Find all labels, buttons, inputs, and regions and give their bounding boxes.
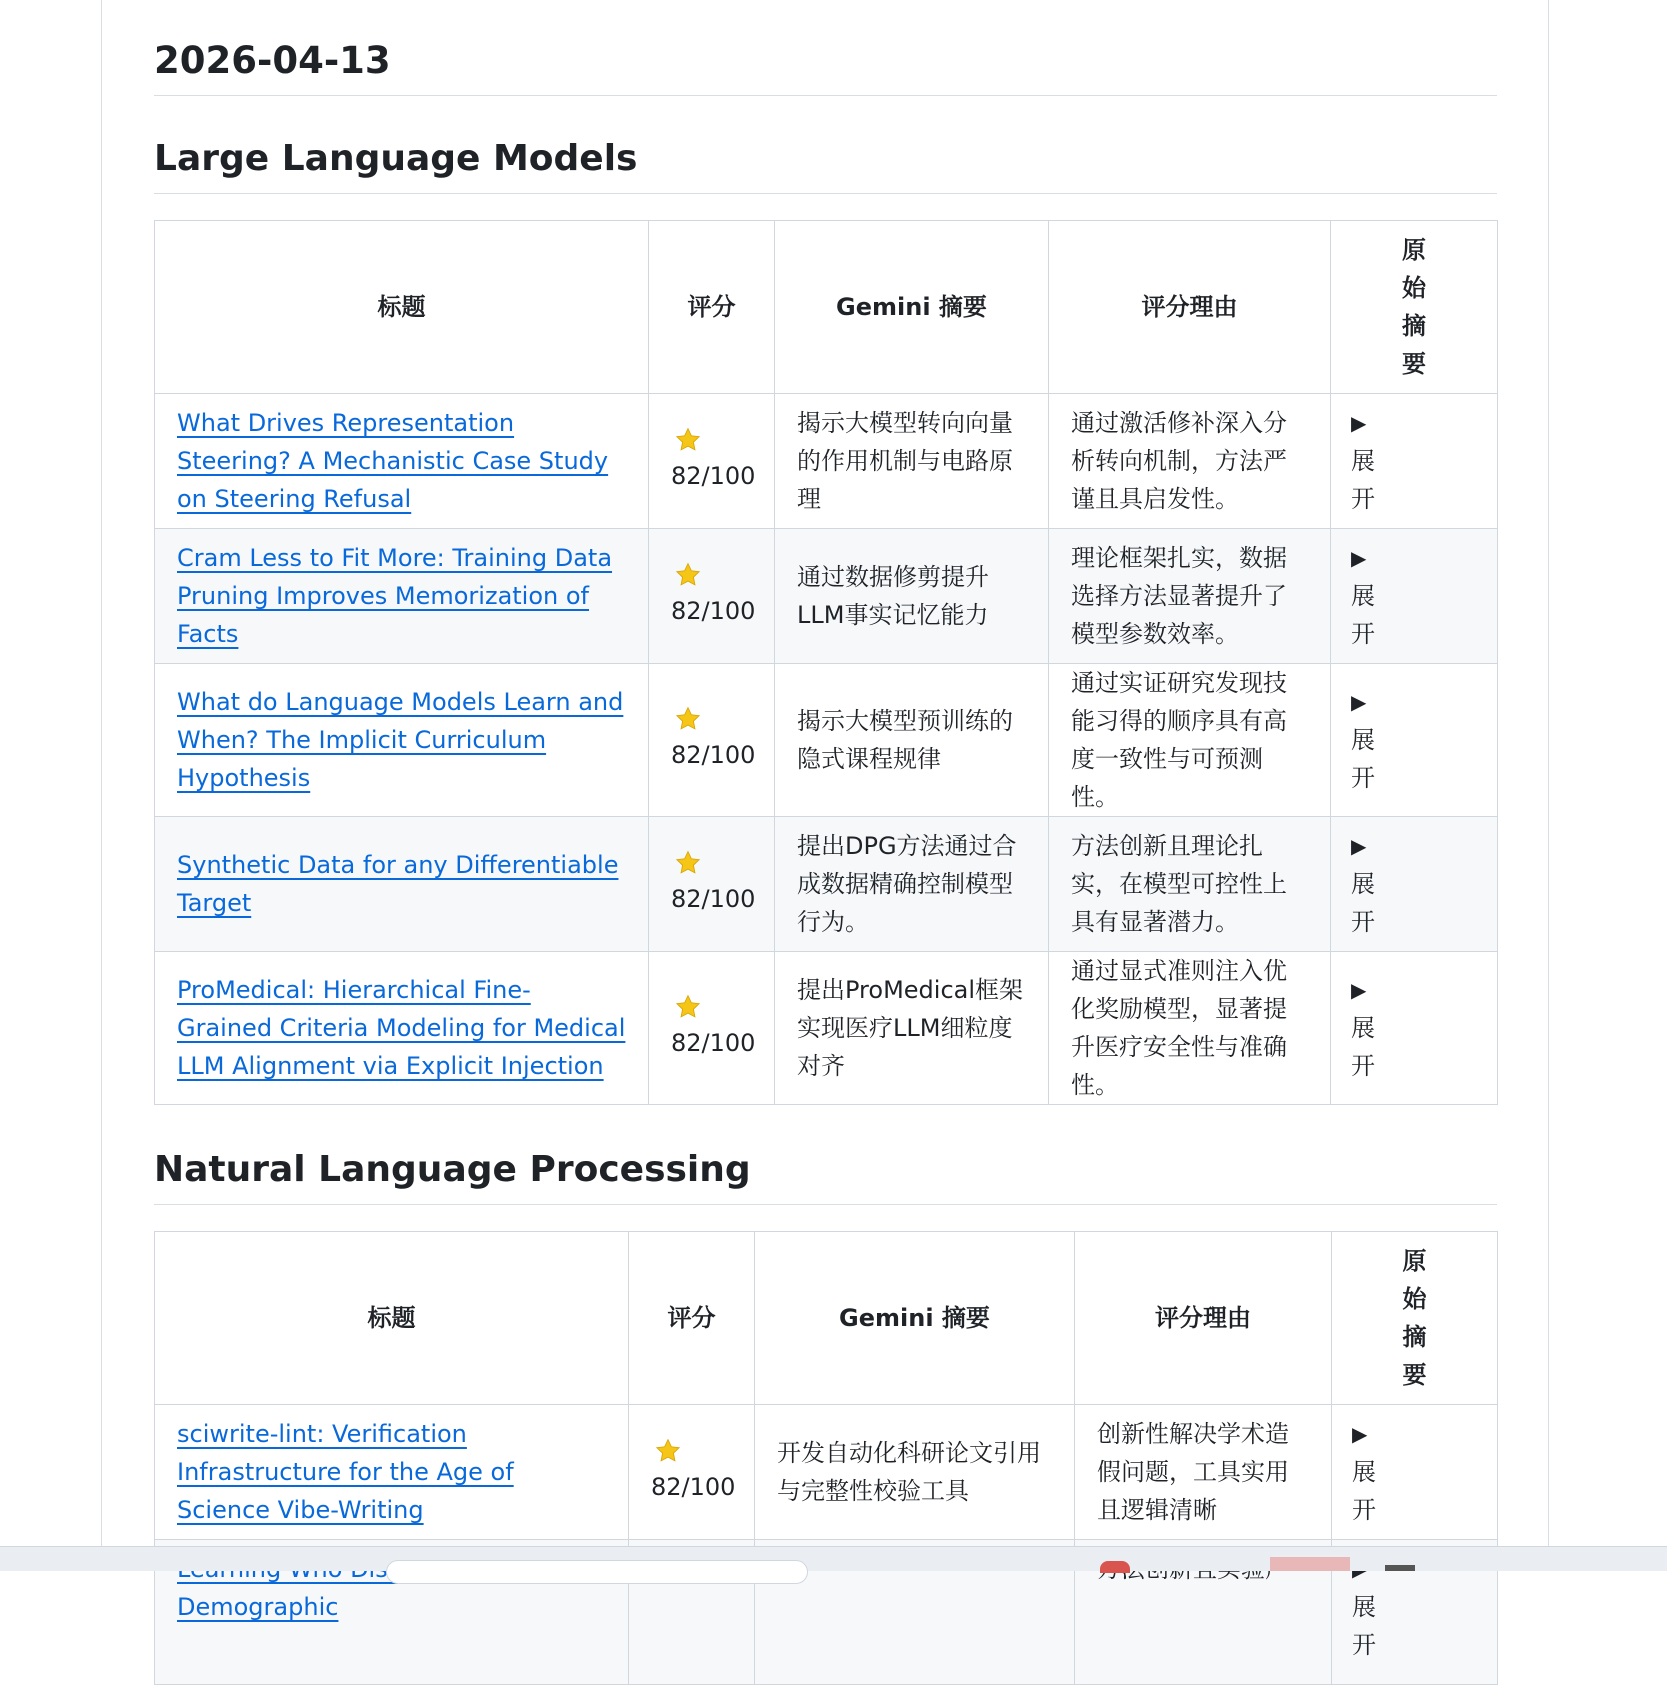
triangle-right-icon: ▶ xyxy=(1351,411,1367,435)
paper-title-link[interactable]: sciwrite-lint: Verification Infrastructure for the Age of Science Vibe-Writing xyxy=(177,1420,514,1524)
reason-cell: 创新性解决学术造假问题，工具实用且逻辑清晰 xyxy=(1075,1405,1332,1540)
summary-cell: 开发自动化科研论文引用与完整性校验工具 xyxy=(755,1405,1075,1540)
score-value: 82/100 xyxy=(651,1473,736,1501)
papers-table-llm xyxy=(154,220,1498,1105)
expand-toggle[interactable] xyxy=(1331,529,1498,664)
reason-cell: 通过实证研究发现技能习得的顺序具有高度一致性与可预测性。 xyxy=(1049,664,1331,817)
expand-label: 展开 xyxy=(1352,1593,1376,1659)
expand-toggle[interactable] xyxy=(1331,952,1498,1105)
paper-title-link[interactable]: ProMedical: Hierarchical Fine-Grained Criteria Modeling for Medical LLM Alignment via Explicit Injection xyxy=(177,976,626,1080)
score-cell xyxy=(649,529,775,664)
triangle-right-icon: ▶ xyxy=(1352,1422,1368,1446)
star-icon xyxy=(675,706,701,732)
taskbar-app-icon[interactable] xyxy=(1270,1557,1350,1571)
paper-title-link[interactable]: What do Language Models Learn and When? The Implicit Curriculum Hypothesis xyxy=(177,688,624,792)
score-value: 82/100 xyxy=(671,885,756,913)
section-heading-llm: Large Language Models xyxy=(154,136,1497,194)
header-reason: 评分理由 xyxy=(1075,1232,1332,1405)
score-value: 82/100 xyxy=(671,597,756,625)
expand-toggle[interactable] xyxy=(1331,664,1498,817)
taskbar-app-icon[interactable] xyxy=(1385,1565,1415,1571)
score-cell xyxy=(649,394,775,529)
header-title: 标题 xyxy=(155,221,649,394)
reason-cell: 通过显式准则注入优化奖励模型，显著提升医疗安全性与准确性。 xyxy=(1049,952,1331,1105)
star-icon xyxy=(675,427,701,453)
table-row xyxy=(155,817,1498,952)
triangle-right-icon: ▶ xyxy=(1351,690,1367,714)
triangle-right-icon: ▶ xyxy=(1351,978,1367,1002)
star-icon xyxy=(675,994,701,1020)
taskbar-app-icon[interactable] xyxy=(1100,1561,1130,1573)
header-reason: 评分理由 xyxy=(1049,221,1331,394)
date-heading: 2026-04-13 xyxy=(154,0,1497,96)
title-cell xyxy=(155,529,649,664)
expand-label: 展开 xyxy=(1352,1458,1376,1524)
star-icon xyxy=(675,850,701,876)
reason-cell: 方法创新且理论扎实，在模型可控性上具有显著潜力。 xyxy=(1049,817,1331,952)
summary-cell: 提出ProMedical框架实现医疗LLM细粒度对齐 xyxy=(775,952,1049,1105)
paper-title-link[interactable]: Cram Less to Fit More: Training Data Pruning Improves Memorization of Facts xyxy=(177,544,613,648)
os-taskbar xyxy=(0,1546,1667,1571)
summary-cell: 提出DPG方法通过合成数据精确控制模型行为。 xyxy=(775,817,1049,952)
title-cell xyxy=(155,394,649,529)
header-abstract: 原始摘要 xyxy=(1332,1232,1498,1405)
expand-label: 展开 xyxy=(1351,1014,1375,1080)
expand-toggle[interactable] xyxy=(1332,1405,1498,1540)
table-row xyxy=(155,664,1498,817)
expand-label: 展开 xyxy=(1351,582,1375,648)
table-header-row xyxy=(155,221,1498,394)
main-content xyxy=(154,0,1497,1685)
score-cell xyxy=(649,952,775,1105)
header-title: 标题 xyxy=(155,1232,629,1405)
title-cell xyxy=(155,817,649,952)
header-score: 评分 xyxy=(629,1232,755,1405)
star-icon xyxy=(675,562,701,588)
triangle-right-icon: ▶ xyxy=(1351,834,1367,858)
score-cell xyxy=(649,664,775,817)
paper-title-link[interactable]: Demographic xyxy=(177,1593,339,1621)
score-value: 82/100 xyxy=(671,741,756,769)
summary-cell: 揭示大模型转向向量的作用机制与电路原理 xyxy=(775,394,1049,529)
expand-toggle[interactable] xyxy=(1331,817,1498,952)
title-cell xyxy=(155,1405,629,1540)
score-value: 82/100 xyxy=(671,462,756,490)
table-row xyxy=(155,529,1498,664)
table-row xyxy=(155,1405,1498,1540)
triangle-right-icon: ▶ xyxy=(1351,546,1367,570)
taskbar-search-box[interactable] xyxy=(386,1560,808,1584)
paper-title-link[interactable]: Synthetic Data for any Differentiable Target xyxy=(177,851,619,917)
header-abstract: 原始摘要 xyxy=(1331,221,1498,394)
papers-table-nlp xyxy=(154,1231,1498,1685)
summary-cell: 揭示大模型预训练的隐式课程规律 xyxy=(775,664,1049,817)
title-cell xyxy=(155,664,649,817)
expand-label: 展开 xyxy=(1351,870,1375,936)
table-header-row xyxy=(155,1232,1498,1405)
table-row xyxy=(155,394,1498,529)
paper-title-link[interactable]: What Drives Representation Steering? A Mechanistic Case Study on Steering Refusal xyxy=(177,409,609,513)
expand-label: 展开 xyxy=(1351,726,1375,792)
expand-toggle[interactable] xyxy=(1331,394,1498,529)
header-summary: Gemini 摘要 xyxy=(755,1232,1075,1405)
header-score: 评分 xyxy=(649,221,775,394)
expand-label: 展开 xyxy=(1351,447,1375,513)
score-cell xyxy=(629,1405,755,1540)
header-summary: Gemini 摘要 xyxy=(775,221,1049,394)
summary-cell: 通过数据修剪提升LLM事实记忆能力 xyxy=(775,529,1049,664)
section-heading-nlp: Natural Language Processing xyxy=(154,1147,1497,1205)
table-row xyxy=(155,952,1498,1105)
score-value: 82/100 xyxy=(671,1029,756,1057)
reason-cell: 通过激活修补深入分析转向机制，方法严谨且具启发性。 xyxy=(1049,394,1331,529)
star-icon xyxy=(655,1438,681,1464)
page-card xyxy=(101,0,1549,1659)
reason-cell: 理论框架扎实，数据选择方法显著提升了模型参数效率。 xyxy=(1049,529,1331,664)
title-cell xyxy=(155,952,649,1105)
score-cell xyxy=(649,817,775,952)
